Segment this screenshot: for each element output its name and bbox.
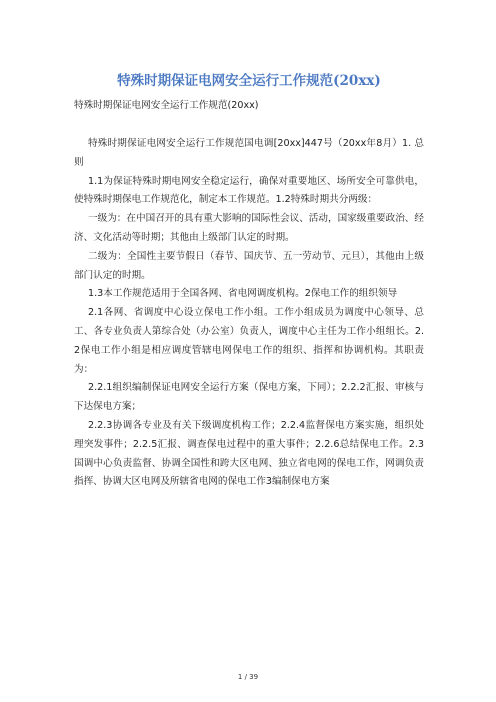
page-number: 1 / 39 <box>237 673 259 681</box>
document-subtitle: 特殊时期保证电网安全运行工作规范(20xx) <box>74 100 259 111</box>
paragraph-purpose-and-levels: 1.1为保证特殊时期电网安全稳定运行，确保对重要地区、场所安全可靠供电，使特殊时期保电工作规范化，制定本工作规范。1.2特殊时期共分两级： <box>74 175 424 206</box>
document-body <box>74 135 424 492</box>
paragraph-level-one: 一级为：在中国召开的具有重大影响的国际性会议、活动，国家级重要政治、经济、文化活动等时期；其他由上级部门认定的时期。 <box>74 213 424 243</box>
paragraph-working-group: 2.1各网、省调度中心设立保电工作小组。工作小组成员为调度中心领导、总工、各专业负责人第综合处（办公室）负责人，调度中心主任为工作小组组长。2.2保电工作小组是相应调度管辖电网保电工作的组织、指挥和协调机构。其职责为： <box>74 307 424 375</box>
paragraph-duties-part-one: 2.2.1组织编制保证电网安全运行方案（保电方案，下同）；2.2.2汇报、审核与下达保电方案； <box>74 382 424 413</box>
document-title: 特殊时期保证电网安全运行工作规范(20xx) <box>117 73 381 89</box>
paragraph-general-provisions: 特殊时期保证电网安全运行工作规范国电调[20xx]447号（20xx年8月）1. 总则 <box>74 138 424 168</box>
paragraph-level-two: 二级为：全国性主要节假日（春节、国庆节、五一劳动节、元旦），其他由上级部门认定的时期。 <box>74 250 424 281</box>
paragraph-duties-part-two: 2.2.3协调各专业及有关下级调度机构工作；2.2.4监督保电方案实施，组织处理突发事件；2.2.5汇报、调查保电过程中的重大事件；2.2.6总结保电工作。2.3国调中心负责监督、协调全国性和跨大区电网、独立省电网的保电工作，网调负责指挥、协调大区电网及所辖省电网的保电工作3编制保电方案 <box>74 419 424 488</box>
paragraph-scope: 1.3本工作规范适用于全国各网、省电网调度机构。2保电工作的组织领导 <box>88 288 398 300</box>
